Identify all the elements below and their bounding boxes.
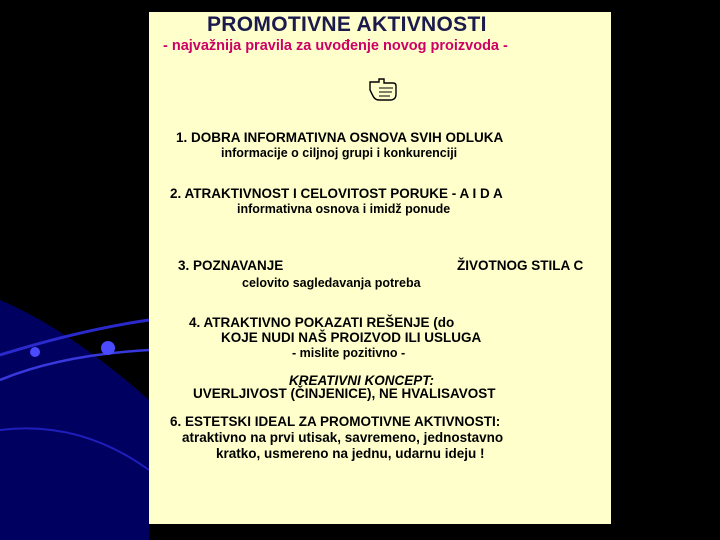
item-6-detail: atraktivno na prvi utisak, savremeno, jednostavno <box>182 430 504 445</box>
item-4-detail: - mislite pozitivno - <box>292 346 406 360</box>
item-4-heading-line2: KOJE NUDI NAŠ PROIZVOD ILI USLUGA <box>221 330 482 345</box>
item-3-heading-right: ŽIVOTNOG STILA C <box>457 258 584 273</box>
item-3-detail: celovito sagledavanja potreba <box>242 276 421 290</box>
item-6-heading: 6. ESTETSKI IDEAL ZA PROMOTIVNE AKTIVNOSTI: <box>170 414 501 429</box>
slide-title: PROMOTIVNE AKTIVNOSTI <box>207 13 487 36</box>
item-5-detail: UVERLJIVOST (ČINJENICE), NE HVALISAVOST <box>193 386 496 401</box>
item-5-heading: KREATIVNI KONCEPT: <box>289 373 434 388</box>
slide-page <box>149 12 611 524</box>
item-2-detail: informativna osnova i imidž ponude <box>237 202 451 216</box>
item-4-heading: 4. ATRAKTIVNO POKAZATI REŠENJE (do <box>189 315 455 330</box>
item-1-detail: informacije o ciljnoj grupi i konkurenciji <box>221 146 458 160</box>
item-6-detail-line2: kratko, usmereno na jednu, udarnu ideju ! <box>216 446 485 461</box>
item-3-heading-left: 3. POZNAVANJE <box>178 258 284 273</box>
slide-subtitle: - najvažnija pravila za uvođenje novog proizvoda - <box>163 38 508 54</box>
pointer-hand-icon <box>367 76 399 104</box>
item-2-heading: 2. ATRAKTIVNOST I CELOVITOST PORUKE - A I D A <box>170 186 503 201</box>
item-1-heading: 1. DOBRA INFORMATIVNA OSNOVA SVIH ODLUKA <box>176 130 504 145</box>
